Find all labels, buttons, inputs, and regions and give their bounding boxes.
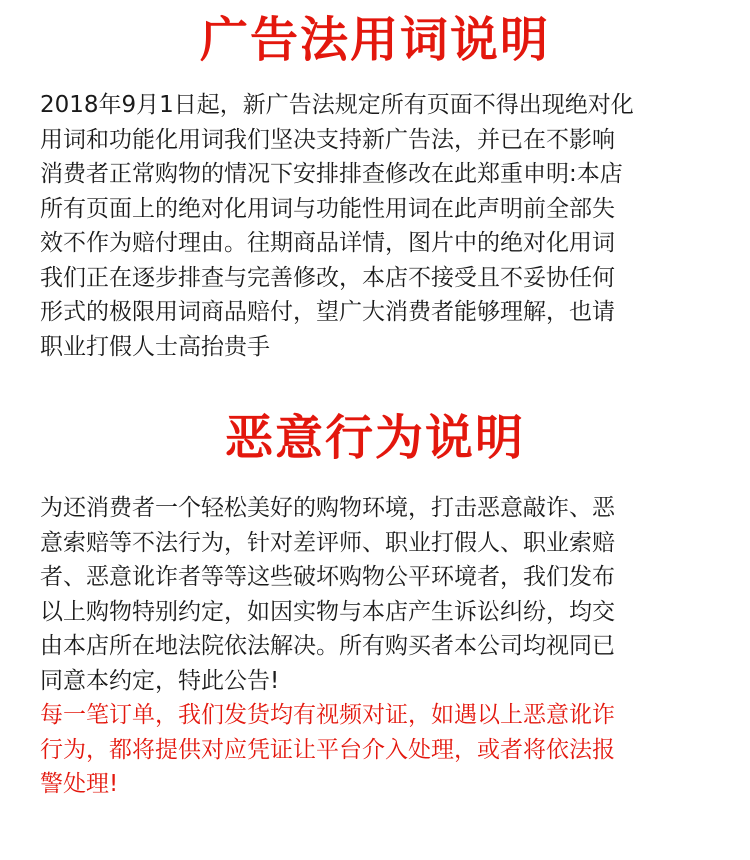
ad-law-title: 广告法用词说明	[199, 12, 550, 68]
malicious-line: 为还消费者一个轻松美好的购物环境，打击恶意敲诈、恶	[40, 495, 615, 521]
ad-law-line: 效不作为赔付理由。往期商品详情，图片中的绝对化用词	[40, 230, 615, 256]
warning-line: 警处理!	[40, 771, 119, 797]
ad-law-paragraph	[40, 88, 712, 368]
malicious-line: 由本店所在地法院依法解决。所有购买者本公司均视同已	[40, 633, 615, 659]
malicious-line: 以上购物特别约定，如因实物与本店产生诉讼纠纷，均交	[40, 598, 615, 625]
warning-line: 行为，都将提供对应凭证让平台介入处理，或者将依法报	[40, 736, 615, 763]
malicious-line: 同意本约定，特此公告!	[40, 667, 280, 694]
ad-law-line: 用词和功能化用词我们坚决支持新广告法，并已在不影响	[40, 126, 615, 153]
malicious-behavior-title: 恶意行为说明	[224, 410, 525, 466]
malicious-line: 意索赔等不法行为，针对差评师、职业打假人、职业索赔	[40, 529, 615, 556]
ad-law-line: 形式的极限用词商品赔付，望广大消费者能够理解，也请	[40, 299, 615, 325]
malicious-behavior-paragraph	[40, 491, 712, 802]
warning-line: 每一笔订单，我们发货均有视频对证，如遇以上恶意讹诈	[40, 702, 615, 728]
ad-law-line: 2018年9月1日起，新广告法规定所有页面不得出现绝对化	[40, 92, 634, 118]
ad-law-line: 我们正在逐步排查与完善修改，本店不接受且不妥协任何	[40, 264, 615, 291]
ad-law-line: 职业打假人士高抬贵手	[40, 333, 270, 360]
malicious-line: 者、恶意讹诈者等等这些破坏购物公平环境者，我们发布	[40, 564, 615, 590]
ad-law-line: 所有页面上的绝对化用词与功能性用词在此声明前全部失	[40, 195, 615, 222]
ad-law-line: 消费者正常购物的情况下安排排查修改在此郑重申明:本店	[40, 161, 623, 187]
